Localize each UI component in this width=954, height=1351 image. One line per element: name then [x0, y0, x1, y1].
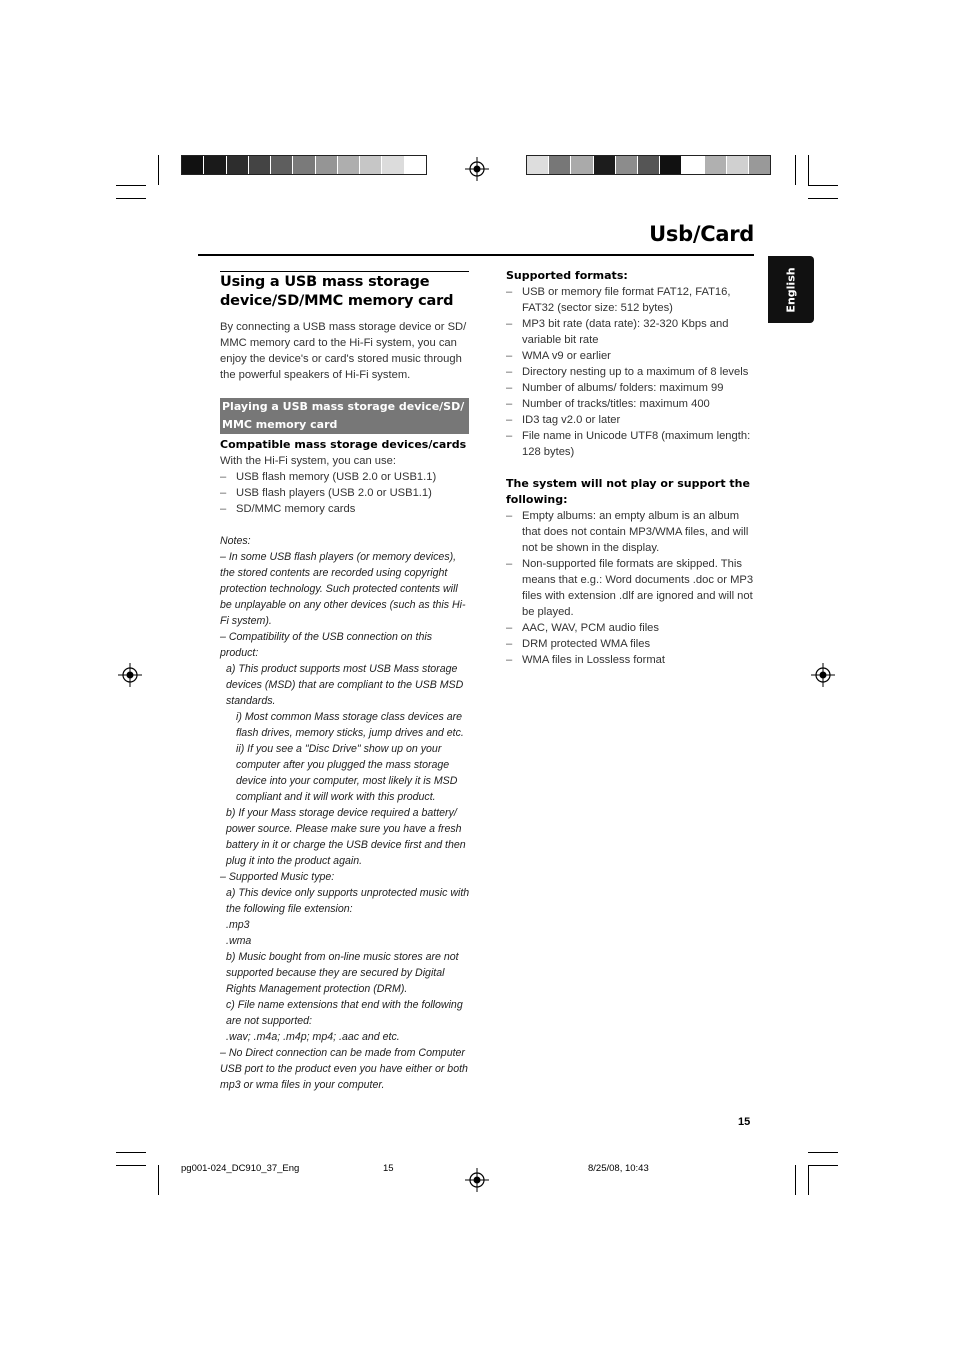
section-heading: Using a USB mass storage device/SD/MMC memory card	[220, 274, 454, 309]
crop-mark	[116, 1165, 146, 1166]
crop-mark	[808, 198, 838, 199]
compatible-heading: Compatible mass storage devices/cards	[220, 438, 467, 451]
color-swatch	[660, 156, 682, 174]
crop-mark	[808, 1152, 838, 1153]
note-line: ii) If you see a "Disc Drive" show up on your computer after you plugged the mass storage device into your computer, most likely it is MSD compliant and it will work with this product.	[236, 743, 458, 803]
crop-mark	[808, 185, 838, 186]
color-swatch	[705, 156, 727, 174]
color-swatch	[204, 156, 226, 174]
registration-mark-icon	[465, 1168, 489, 1192]
color-swatch	[527, 156, 549, 174]
list-item: – WMA v9 or earlier	[506, 348, 756, 364]
list-item: – USB flash memory (USB 2.0 or USB1.1)	[220, 469, 470, 485]
title-rule	[198, 254, 754, 256]
crop-mark	[808, 155, 809, 185]
compatible-intro: With the Hi-Fi system, you can use:	[220, 455, 396, 467]
color-swatch	[405, 156, 426, 174]
registration-mark-icon	[811, 663, 835, 687]
list-item: – SD/MMC memory cards	[220, 501, 470, 517]
crop-mark	[158, 155, 159, 185]
crop-mark	[795, 155, 796, 185]
language-tab	[768, 256, 814, 323]
note-line: Notes:	[220, 535, 251, 547]
page-title: Usb/Card	[649, 222, 754, 246]
footer-file: pg001-024_DC910_37_Eng	[181, 1163, 300, 1174]
color-swatch	[360, 156, 382, 174]
note-line: i) Most common Mass storage class devices are flash drives, memory sticks, jump drives and etc.	[236, 711, 464, 739]
registration-mark-icon	[118, 663, 142, 687]
color-swatch	[316, 156, 338, 174]
note-line: – No Direct connection can be made from Computer USB port to the product even you have either or both mp3 or wma files in your computer.	[220, 1047, 468, 1091]
list-item: – AAC, WAV, PCM audio files	[506, 620, 756, 636]
list-item: – USB flash players (USB 2.0 or USB1.1)	[220, 485, 470, 501]
footer-page: 15	[383, 1163, 394, 1174]
list-item: – Non-supported file formats are skipped. This means that e.g.: Word documents .doc or MP3 files with extension .dlf are ignored and will not be played.	[506, 556, 756, 620]
note-line: .mp3	[226, 919, 250, 931]
section-rule	[220, 271, 469, 272]
color-swatch	[594, 156, 616, 174]
subsection-heading: Playing a USB mass storage device/SD/ MMC memory card	[220, 398, 469, 434]
color-swatch	[182, 156, 204, 174]
intro-paragraph: By connecting a USB mass storage device or SD/ MMC memory card to the Hi-Fi system, you can enjoy the device's or card's stored music through the powerful speakers of Hi-Fi system.	[220, 321, 467, 381]
color-swatch	[249, 156, 271, 174]
unsupported-list	[506, 508, 756, 668]
list-item: – ID3 tag v2.0 or later	[506, 412, 756, 428]
note-line: – Supported Music type:	[220, 871, 335, 883]
note-line: – In some USB flash players (or memory devices), the stored contents are recorded using copyright protection technology. Such protected contents will be unplayable on any other devices (such as this Hi-Fi system).	[220, 551, 466, 627]
color-swatch	[382, 156, 404, 174]
color-swatch	[338, 156, 360, 174]
list-item: – Empty albums: an empty album is an album that does not contain MP3/WMA files, and will not be shown in the display.	[506, 508, 756, 556]
color-swatch	[616, 156, 638, 174]
color-swatch	[638, 156, 660, 174]
color-swatch	[727, 156, 749, 174]
crop-mark	[116, 1152, 146, 1153]
color-swatch	[682, 156, 704, 174]
crop-mark	[116, 185, 146, 186]
list-item: – USB or memory file format FAT12, FAT16, FAT32 (sector size: 512 bytes)	[506, 284, 756, 316]
footer-date: 8/25/08, 10:43	[588, 1163, 649, 1174]
list-item: – File name in Unicode UTF8 (maximum length: 128 bytes)	[506, 428, 756, 460]
compatible-list	[220, 469, 470, 517]
left-column	[220, 271, 470, 1093]
list-item: – WMA files in Lossless format	[506, 652, 756, 668]
list-item: – MP3 bit rate (data rate): 32-320 Kbps and variable bit rate	[506, 316, 756, 348]
note-line: a) This product supports most USB Mass storage devices (MSD) that are compliant to the USB MSD standards.	[226, 663, 464, 707]
list-item: – DRM protected WMA files	[506, 636, 756, 652]
color-swatch	[293, 156, 315, 174]
right-column	[506, 268, 756, 668]
list-item: – Directory nesting up to a maximum of 8 levels	[506, 364, 756, 380]
formats-list	[506, 284, 756, 460]
crop-mark	[158, 1165, 159, 1195]
note-line: b) If your Mass storage device required a battery/ power source. Please make sure you have a fresh battery in it or charge the USB device first and then plug it into the product again.	[226, 807, 466, 867]
crop-mark	[808, 1165, 809, 1195]
note-line: a) This device only supports unprotected music with the following file extension:	[226, 887, 470, 915]
color-swatch	[749, 156, 770, 174]
list-item: – Number of albums/ folders: maximum 99	[506, 380, 756, 396]
color-swatch	[571, 156, 593, 174]
color-bar-right	[526, 155, 771, 175]
notes-block	[220, 533, 470, 1093]
note-line: b) Music bought from on-line music stores are not supported because they are secured by Digital Rights Management protection (DRM).	[226, 951, 459, 995]
color-bar-left	[181, 155, 427, 175]
language-tab-label: English	[784, 266, 798, 313]
note-line: .wav; .m4a; .m4p; mp4; .aac and etc.	[226, 1031, 400, 1043]
page-number: 15	[738, 1116, 751, 1128]
list-item: – Number of tracks/titles: maximum 400	[506, 396, 756, 412]
color-swatch	[227, 156, 249, 174]
unsupported-heading: The system will not play or support the following:	[506, 477, 750, 506]
note-line: – Compatibility of the USB connection on this product:	[220, 631, 432, 659]
note-line: c) File name extensions that end with the following are not supported:	[226, 999, 463, 1027]
formats-heading: Supported formats:	[506, 269, 628, 282]
color-swatch	[271, 156, 293, 174]
crop-mark	[116, 198, 146, 199]
color-swatch	[549, 156, 571, 174]
crop-mark	[795, 1165, 796, 1195]
note-line: .wma	[226, 935, 252, 947]
registration-mark-icon	[465, 157, 489, 181]
crop-mark	[808, 1165, 838, 1166]
